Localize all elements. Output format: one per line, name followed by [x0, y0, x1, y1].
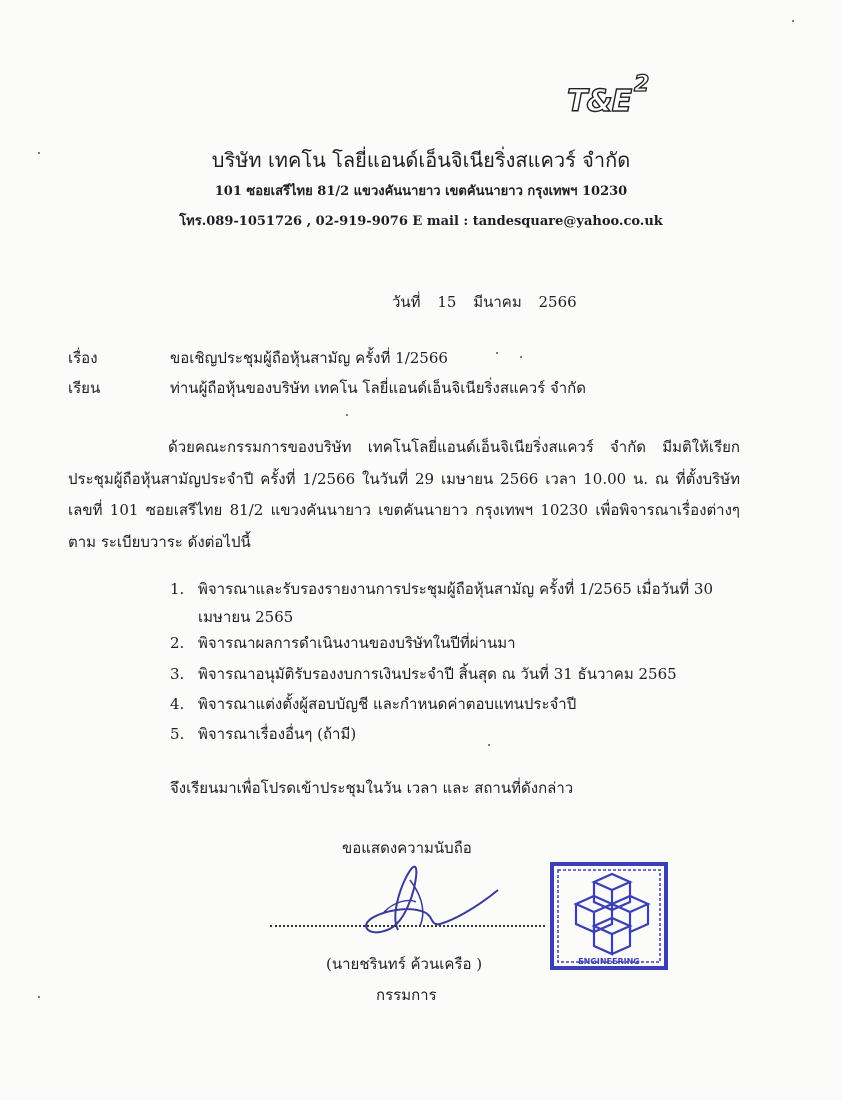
agenda-text: พิจารณาเรื่องอื่นๆ (ถ้ามี) — [198, 725, 357, 743]
regards-text: ขอแสดงความนับถือ — [342, 839, 472, 857]
agenda-item — [170, 660, 745, 688]
company-address: 101 ซอยเสรีไทย 81/2 แขวงคันนายาว เขตคันนายาว กรุงเทพฯ 10230 — [214, 184, 628, 199]
company-contact: โทร.089-1051726 , 02-919-9076 E mail : tandesquare@yahoo.co.uk — [179, 214, 663, 229]
agenda-text: พิจารณาแต่งตั้งผู้สอบบัญชี และกำหนดค่าตอบแทนประจำปี — [198, 695, 577, 713]
closing-text: จึงเรียนมาเพื่อโปรดเข้าประชุมในวัน เวลา และ สถานที่ดังกล่าว — [170, 779, 574, 797]
recipient-text: ท่านผู้ถือหุ้นของบริษัท เทคโน โลยี่แอนด์เอ็นจิเนียริ่งสแควร์ จำกัด — [170, 379, 587, 397]
stamp-text: ENGINEERING — [578, 957, 640, 966]
signer-name: (นายชรินทร์ ค้วนเครือ ) — [326, 955, 483, 973]
agenda-number: 3. — [170, 665, 185, 683]
signer-position: กรรมการ — [376, 986, 437, 1004]
company-logo: T&E — [567, 84, 632, 119]
body-text: ด้วยคณะกรรมการของบริษัท เทคโนโลยี่แอนด์เอ็นจิเนียริ่งสแควร์ จำกัด มีมติให้เรียกประชุมผู้ถือหุ้นสามัญประจำปี ครั้งที่ 1/2566 ในวันที่ 29 เมษายน 2566 เวลา 10.00 น. ณ ที่ตั้งบริษัท เลขที่ 101 ซอยเสรีไทย 81/2 แขวงคันนายาว เขตคันนายาว กรุงเทพฯ 10230 เพื่อพิจารณาเรื่องต่างๆ ตาม ระเบียบวาระ ดังต่อไปนี้ — [68, 438, 740, 551]
date-day: 15 — [437, 293, 457, 311]
signature-line — [270, 925, 545, 927]
agenda-item — [170, 690, 745, 718]
subject-text: ขอเชิญประชุมผู้ถือหุ้นสามัญ ครั้งที่ 1/2566 — [170, 349, 448, 367]
agenda-number: 5. — [170, 725, 185, 743]
letter-date — [392, 290, 589, 314]
agenda-item — [170, 629, 745, 657]
date-label: วันที่ — [392, 293, 421, 311]
company-stamp — [548, 860, 670, 972]
handwritten-signature — [350, 860, 510, 940]
agenda-text: พิจารณาและรับรองรายงานการประชุมผู้ถือหุ้นสามัญ ครั้งที่ 1/2565 เมื่อวันที่ 30 เมษายน 2565 — [198, 580, 714, 626]
date-month: มีนาคม — [473, 293, 522, 311]
subject-label: เรื่อง — [68, 349, 98, 367]
recipient-label: เรียน — [68, 379, 101, 397]
date-year: 2566 — [538, 293, 577, 311]
agenda-number: 4. — [170, 695, 185, 713]
agenda-item — [170, 720, 745, 748]
agenda-item — [170, 575, 745, 631]
body-paragraph — [68, 432, 740, 558]
agenda-text: พิจารณาผลการดำเนินงานของบริษัทในปีที่ผ่านมา — [198, 634, 516, 652]
company-logo-superscript: 2 — [634, 72, 650, 97]
company-name: บริษัท เทคโน โลยี่แอนด์เอ็นจิเนียริ่งสแควร์ จำกัด — [211, 148, 631, 172]
agenda-number: 1. — [170, 580, 185, 598]
agenda-number: 2. — [170, 634, 185, 652]
agenda-text: พิจารณาอนุมัติรับรองงบการเงินประจำปี สิ้นสุด ณ วันที่ 31 ธันวาคม 2565 — [198, 665, 677, 683]
